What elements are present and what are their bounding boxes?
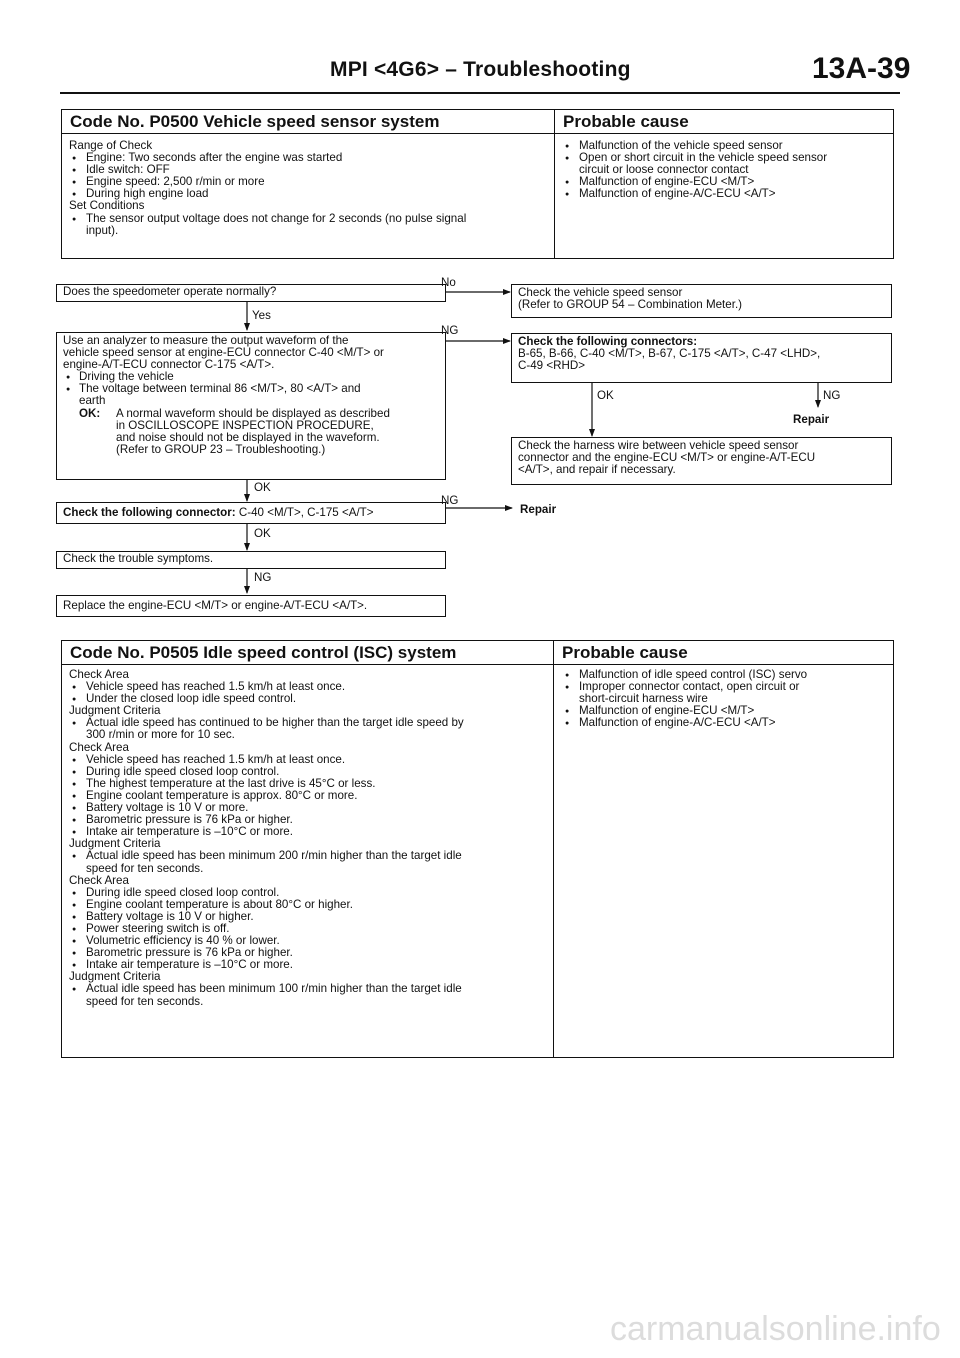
flow-check-connector bbox=[56, 502, 446, 524]
bullet-item-continued: speed for ten seconds. bbox=[86, 861, 204, 875]
harness-line1: Check the harness wire between vehicle speed sensor bbox=[518, 439, 799, 452]
bullet-item: ● Malfunction of engine-A/C-ECU <A/T> bbox=[562, 188, 892, 200]
connectors-title: Check the following connectors: bbox=[518, 335, 698, 348]
flow-question-text: Does the speedometer operate normally? bbox=[63, 285, 277, 298]
section-label: Check Area bbox=[69, 668, 129, 681]
p0505-causes bbox=[562, 669, 892, 729]
check-connector-label: Check the following connector: bbox=[63, 506, 236, 519]
bullet-item: ● Engine speed: 2,500 r/min or more bbox=[69, 176, 551, 188]
section-label: Check Area bbox=[69, 873, 129, 887]
harness-line2: connector and the engine-ECU <M/T> or engine-A/T-ECU bbox=[518, 451, 816, 465]
bullet-item: ● Power steering switch is off. bbox=[69, 923, 551, 935]
label-ok-3: OK bbox=[254, 527, 271, 540]
footer-watermark: carmanualsonline.info bbox=[610, 1310, 941, 1348]
waveform-line3: engine-A/T-ECU connector C-175 <A/T>. bbox=[63, 358, 275, 372]
section-label: Range of Check bbox=[69, 139, 153, 152]
p0505-title: Code No. P0505 Idle speed control (ISC) system bbox=[62, 641, 554, 665]
waveform-bullet1: ● Driving the vehicle bbox=[63, 371, 439, 383]
section-label: Judgment Criteria bbox=[69, 970, 161, 984]
bullet-item: ● The sensor output voltage does not change for 2 seconds (no pulse signal bbox=[69, 213, 551, 225]
bullet-item: ● Engine coolant temperature is approx. 80°C or more. bbox=[69, 790, 551, 802]
bullet-item: ● Malfunction of idle speed control (ISC) servo bbox=[562, 669, 892, 681]
waveform-line1: Use an analyzer to measure the output waveform of the bbox=[63, 334, 349, 347]
flow-replace-ecu bbox=[56, 595, 446, 617]
bullet-item: ● Volumetric efficiency is 40 % or lower. bbox=[69, 935, 551, 947]
bullet-item: ● Engine coolant temperature is about 80°C or higher. bbox=[69, 899, 551, 911]
waveform-ok-line1: A normal waveform should be displayed as described bbox=[116, 406, 390, 420]
bullet-item: ● Vehicle speed has reached 1.5 km/h at least once. bbox=[69, 681, 551, 693]
label-ng-4: NG bbox=[254, 571, 272, 584]
label-no: No bbox=[441, 276, 456, 289]
label-ng-2: NG bbox=[823, 389, 841, 402]
replace-ecu-text: Replace the engine-ECU <M/T> or engine-A/T-ECU <A/T>. bbox=[63, 599, 368, 612]
connectors-line2: C-49 <RHD> bbox=[518, 359, 586, 373]
label-yes: Yes bbox=[252, 309, 271, 322]
bullet-item: ● Improper connector contact, open circuit or bbox=[562, 681, 892, 693]
waveform-ok-line3: and noise should not be displayed in the waveform. bbox=[116, 430, 380, 444]
flow-check-symptoms bbox=[56, 551, 446, 569]
section-label: Judgment Criteria bbox=[69, 837, 161, 851]
bullet-item: ● Malfunction of engine-ECU <M/T> bbox=[562, 705, 892, 717]
label-repair-1: Repair bbox=[793, 413, 830, 426]
bullet-item: ● During idle speed closed loop control. bbox=[69, 766, 551, 778]
p0500-title: Code No. P0500 Vehicle speed sensor system bbox=[62, 110, 555, 134]
flow-check-connectors bbox=[511, 333, 892, 383]
bullet-item-continued: short-circuit harness wire bbox=[579, 692, 708, 706]
bullet-item-continued: input). bbox=[86, 223, 119, 237]
p0505-divider bbox=[553, 641, 554, 1057]
bullet-item: ● Actual idle speed has continued to be higher than the target idle speed by bbox=[69, 717, 551, 729]
bullet-item-continued: speed for ten seconds. bbox=[86, 994, 204, 1008]
bullet-item-continued: circuit or loose connector contact bbox=[579, 163, 749, 177]
page-number: 13A-39 bbox=[812, 52, 911, 85]
harness-line3: <A/T>, and repair if necessary. bbox=[518, 463, 676, 477]
bullet-item: ● Barometric pressure is 76 kPa or higher. bbox=[69, 947, 551, 959]
label-repair-2: Repair bbox=[520, 503, 557, 516]
label-ng-1: NG bbox=[441, 324, 459, 337]
check-symptoms-text: Check the trouble symptoms. bbox=[63, 552, 214, 565]
waveform-line2: vehicle speed sensor at engine-ECU connector C-40 <M/T> or bbox=[63, 346, 384, 360]
bullet-item: ● Battery voltage is 10 V or higher. bbox=[69, 911, 551, 923]
bullet-item: ● Vehicle speed has reached 1.5 km/h at least once. bbox=[69, 754, 551, 766]
bullet-item: ● During high engine load bbox=[69, 188, 551, 200]
bullet-item: ● Intake air temperature is –10°C or more. bbox=[69, 959, 551, 971]
waveform-bullet2-cont: earth bbox=[79, 394, 106, 408]
flow-measure-waveform bbox=[56, 332, 446, 480]
connectors-line1: B-65, B-66, C-40 <M/T>, B-67, C-175 <A/T>, C-47 <LHD>, bbox=[518, 347, 821, 361]
section-label: Judgment Criteria bbox=[69, 704, 161, 718]
section-label: Check Area bbox=[69, 740, 129, 754]
waveform-ok-label: OK: bbox=[79, 406, 101, 420]
flow-question-speedometer bbox=[56, 284, 446, 302]
bullet-item: ● Malfunction of the vehicle speed sensor bbox=[562, 140, 892, 152]
label-ng-3: NG bbox=[441, 494, 459, 507]
bullet-item: ● Under the closed loop idle speed control. bbox=[69, 693, 551, 705]
label-ok-2: OK bbox=[597, 389, 614, 402]
p0505-conditions bbox=[69, 669, 551, 1008]
bullet-item-continued: 300 r/min or more for 10 sec. bbox=[86, 728, 235, 742]
p0505-table bbox=[61, 640, 894, 1058]
bullet-item: ● Open or short circuit in the vehicle speed sensor bbox=[562, 152, 892, 164]
waveform-ok-line4: (Refer to GROUP 23 – Troubleshooting.) bbox=[116, 442, 326, 456]
bullet-item: ● Battery voltage is 10 V or more. bbox=[69, 802, 551, 814]
flow-check-harness bbox=[511, 437, 892, 485]
p0500-cause-title: Probable cause bbox=[555, 110, 893, 134]
flow-check-speed-sensor bbox=[511, 284, 892, 318]
bullet-item: ● Idle switch: OFF bbox=[69, 164, 551, 176]
speed-sensor-line1: Check the vehicle speed sensor bbox=[518, 286, 683, 299]
check-connector-values: C-40 <M/T>, C-175 <A/T> bbox=[235, 506, 374, 519]
section-label: Set Conditions bbox=[69, 199, 145, 213]
waveform-bullet2: ● The voltage between terminal 86 <M/T>, 80 <A/T> and bbox=[63, 383, 439, 395]
bullet-item: ● Barometric pressure is 76 kPa or higher. bbox=[69, 814, 551, 826]
page-title: MPI <4G6> – Troubleshooting bbox=[330, 58, 631, 81]
speed-sensor-line2: (Refer to GROUP 54 – Combination Meter.) bbox=[518, 298, 743, 312]
bullet-item: ● Intake air temperature is –10°C or more. bbox=[69, 826, 551, 838]
bullet-item: ● Malfunction of engine-ECU <M/T> bbox=[562, 176, 892, 188]
bullet-item: ● The highest temperature at the last drive is 45°C or less. bbox=[69, 778, 551, 790]
bullet-item: ● Actual idle speed has been minimum 200 r/min higher than the target idle bbox=[69, 850, 551, 862]
label-ok-1: OK bbox=[254, 481, 271, 494]
bullet-item: ● Engine: Two seconds after the engine was started bbox=[69, 152, 551, 164]
bullet-item: ● Actual idle speed has been minimum 100 r/min higher than the target idle bbox=[69, 983, 551, 995]
waveform-ok-line2: in OSCILLOSCOPE INSPECTION PROCEDURE, bbox=[116, 418, 374, 432]
bullet-item: ● During idle speed closed loop control. bbox=[69, 887, 551, 899]
bullet-item: ● Malfunction of engine-A/C-ECU <A/T> bbox=[562, 717, 892, 729]
p0505-cause-title: Probable cause bbox=[554, 641, 893, 665]
flowchart-lines bbox=[0, 0, 960, 640]
